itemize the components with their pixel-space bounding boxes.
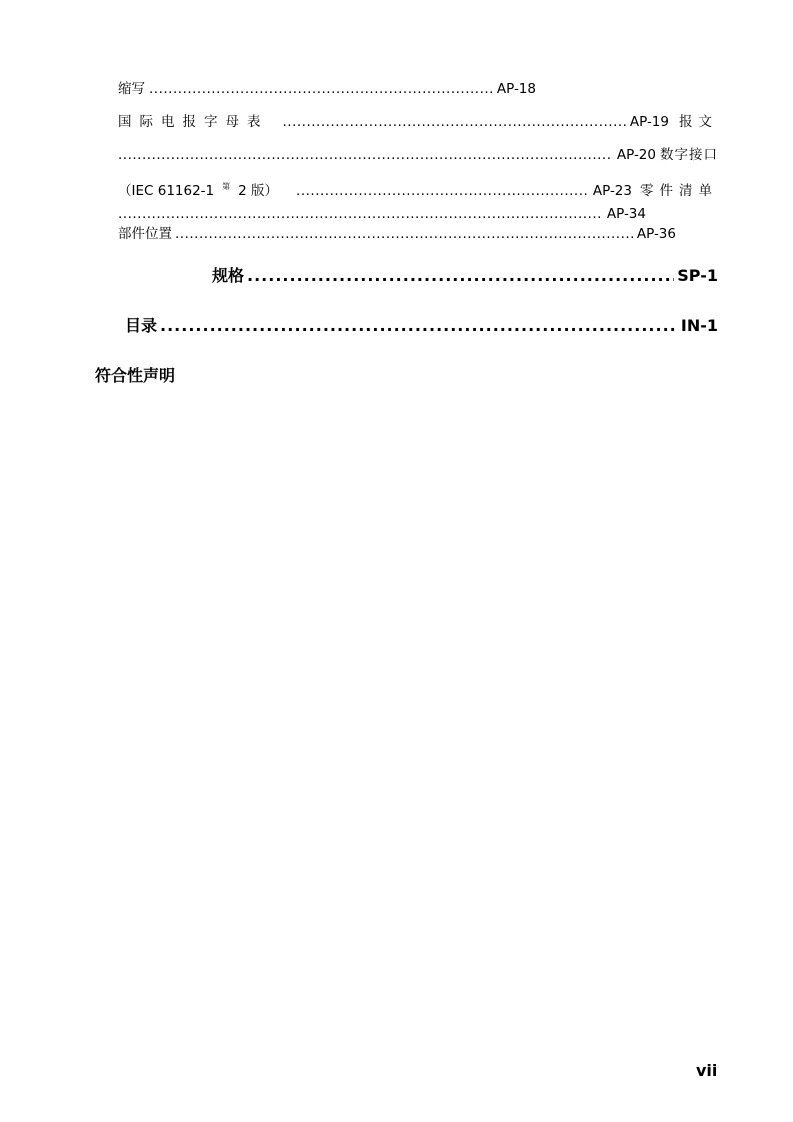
toc-entry-next-label: 数字接口	[660, 147, 718, 163]
toc-entry-next-label: 报文	[679, 114, 718, 130]
toc-entry-next-label: 零件清单	[640, 183, 718, 199]
page-number: vii	[696, 1061, 718, 1080]
toc-entry-parts-list[interactable]	[118, 205, 646, 223]
toc-leader-dots	[149, 80, 493, 98]
toc-entry-messages[interactable]	[118, 146, 718, 164]
toc-entry-index[interactable]	[125, 316, 718, 336]
toc-leader-dots	[283, 113, 626, 131]
toc-entry-page: AP-36	[636, 226, 676, 242]
toc-entry-label: 规格	[212, 266, 245, 285]
section-heading-declaration: 符合性声明	[95, 366, 176, 385]
toc-leader-dots	[296, 182, 589, 200]
toc-entry-iec[interactable]	[118, 178, 718, 200]
toc-leader-dots	[247, 266, 674, 286]
toc-leader-dots	[175, 225, 633, 243]
toc-entry-label: 国际电报字母表	[118, 114, 269, 130]
toc-entry-parts-location[interactable]	[118, 225, 676, 243]
toc-entry-page: AP-20	[616, 147, 656, 163]
toc-entry-page: AP-34	[606, 206, 646, 222]
toc-leader-dots	[160, 316, 678, 336]
toc-leader-dots	[118, 205, 603, 223]
toc-entry-abbreviations[interactable]	[118, 80, 536, 98]
toc-entry-page: SP-1	[677, 266, 718, 285]
toc-entry-specifications[interactable]	[212, 266, 718, 286]
toc-entry-international-alphabet[interactable]	[118, 113, 718, 131]
toc-entry-page: AP-18	[496, 81, 536, 97]
toc-entry-label: 部件位置	[118, 226, 172, 242]
toc-entry-page: AP-23	[592, 183, 632, 199]
toc-entry-label: 目录	[125, 316, 158, 335]
toc-entry-label: （IEC 61162-1 $^第$ 2 版）	[118, 182, 279, 199]
toc-leader-dots	[118, 146, 613, 164]
toc-entry-page: AP-19	[629, 114, 669, 130]
toc-entry-page: IN-1	[680, 316, 718, 335]
toc-entry-label: 缩写	[118, 81, 145, 97]
